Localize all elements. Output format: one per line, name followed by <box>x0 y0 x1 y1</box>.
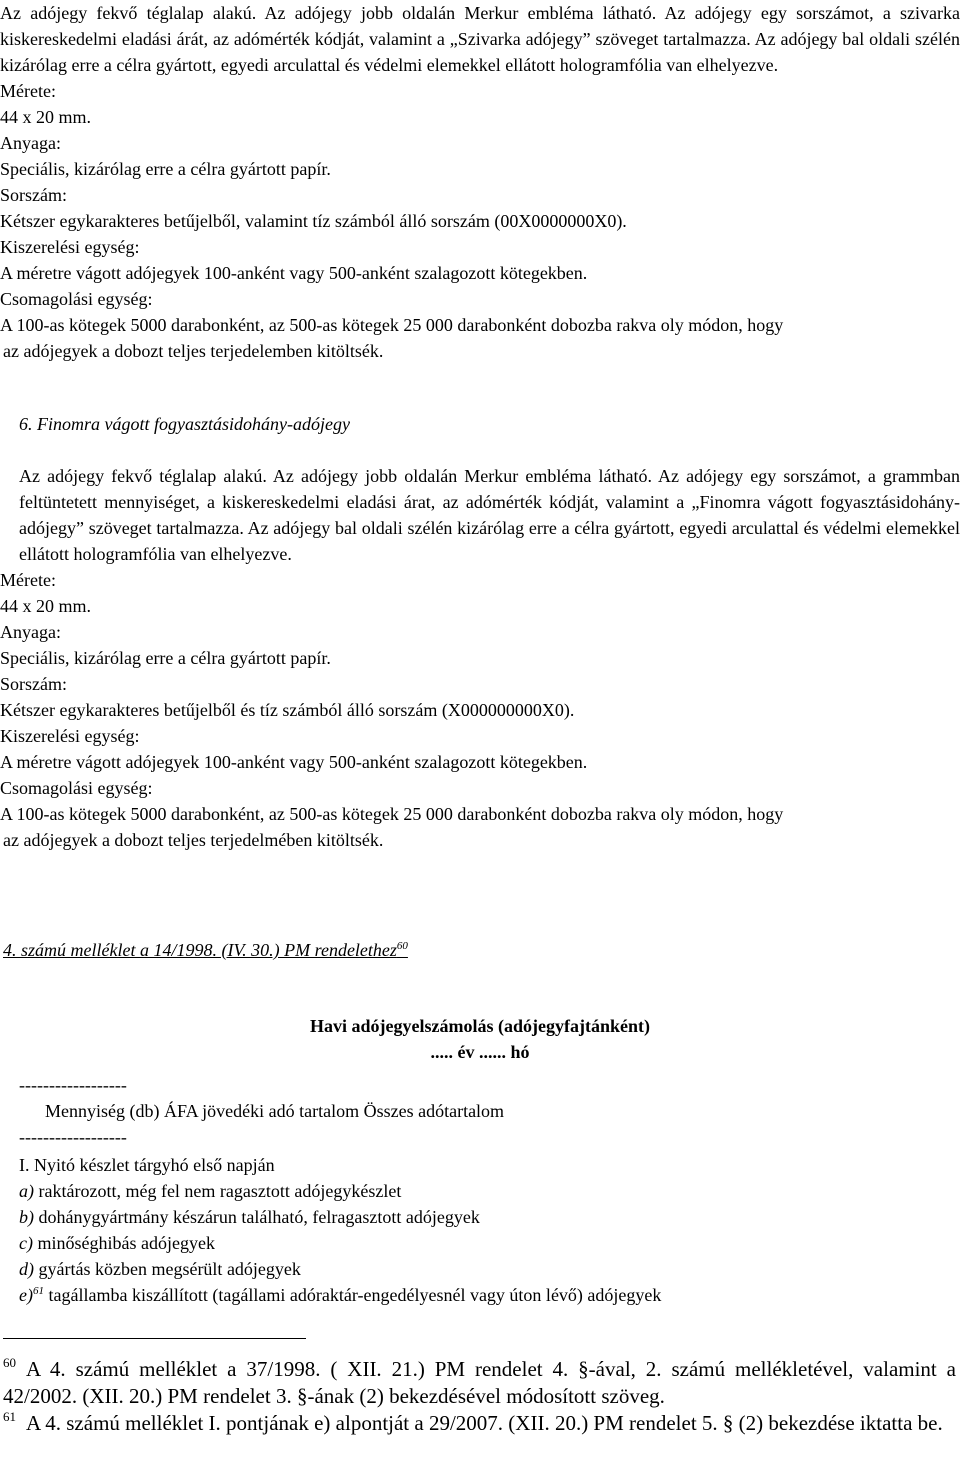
item-text: gyártás közben megsérült adójegyek <box>34 1259 301 1279</box>
footnote-ref[interactable]: 61 <box>32 1285 44 1297</box>
serial-value: Kétszer egykarakteres betűjelből, valamint tíz számból álló sorszám (00X0000000X0). <box>0 211 627 231</box>
form-title: Havi adójegyelszámolás (adójegyfajtánként) <box>310 1016 650 1036</box>
footnote <box>3 1410 956 1437</box>
section-heading: 6. Finomra vágott fogyasztásidohány-adójegy <box>19 414 350 434</box>
pack-value-cont: az adójegyek a dobozt teljes terjedelmében kitöltsék. <box>3 830 384 850</box>
separator-top: ------------------ <box>19 1075 127 1095</box>
pack-label: Csomagolási egység: <box>0 289 153 309</box>
section-tobacco-stamp <box>0 463 960 853</box>
list-item <box>19 1256 661 1282</box>
footnote-number: 61 <box>3 1409 16 1424</box>
unit-label: Kiszerelési egység: <box>0 237 140 257</box>
pack-label: Csomagolási egység: <box>0 778 153 798</box>
size-label: Mérete: <box>0 570 56 590</box>
separator-bottom: ------------------ <box>19 1127 127 1147</box>
footnote-text: A 4. számú melléklet I. pontjának e) alpontját a 29/2007. (XII. 20.) PM rendelet 5. § (2) bekezdése iktatta be. <box>26 1411 943 1435</box>
description-paragraph: Az adójegy fekvő téglalap alakú. Az adójegy jobb oldalán Merkur embléma látható. Az adójegy egy sorszámot, a szivarka kiskereskedelmi eladási árát, az adómérték kódját, valamint a „Szivarka adójegy” szöveget tartalmazza. Az adójegy bal oldali szélén kizárólag erre a célra gyártott, egyedi arculattal és védelmi elemekkel ellátott hologramfólia van elhelyezve. <box>0 3 960 75</box>
list-item <box>19 1282 661 1308</box>
pack-value: A 100-as kötegek 5000 darabonként, az 500-as kötegek 25 000 darabonként dobozba rakva oly módon, hogy <box>0 315 784 335</box>
item-text: dohánygyártmány készárun található, felragasztott adójegyek <box>34 1207 480 1227</box>
footnote <box>3 1356 956 1410</box>
item-text: minőséghibás adójegyek <box>32 1233 215 1253</box>
item-letter: d) <box>19 1259 34 1279</box>
item-letter: e) <box>19 1285 33 1305</box>
list-item <box>19 1204 661 1230</box>
unit-value: A méretre vágott adójegyek 100-anként vagy 500-anként szalagozott kötegekben. <box>0 752 588 772</box>
size-value: 44 x 20 mm. <box>0 107 92 127</box>
material-value: Speciális, kizárólag erre a célra gyártott papír. <box>0 159 331 179</box>
material-label: Anyaga: <box>0 133 61 153</box>
material-label: Anyaga: <box>0 622 61 642</box>
description-text: Az adójegy fekvő téglalap alakú. Az adójegy jobb oldalán Merkur embléma látható. Az adójegy egy sorszámot, a grammban feltüntetett mennyiséget, a kiskereskedelmi eladási árat, az adómérték kódját, valamint a „Finomra vágott fogyasztásidohány-adójegy” szöveget tartalmazza. Az adójegy bal oldali szélén kizárólag erre a célra gyártott, egyedi arculattal és védelmi elemekkel ellátott hologramfólia van elhelyezve. <box>19 466 960 564</box>
description-paragraph <box>19 463 960 567</box>
footnote-text: A 4. számú melléklet a 37/1998. ( XII. 21.) PM rendelet 4. §-ával, 2. számú mellékletével, valamint a 42/2002. (XII. 20.) PM rendelet 3. §-ának (2) bekezdésével módosított szöveg. <box>3 1357 956 1408</box>
material-value: Speciális, kizárólag erre a célra gyártott papír. <box>0 648 331 668</box>
serial-value: Kétszer egykarakteres betűjelből és tíz számból álló sorszám (X000000000X0). <box>0 700 575 720</box>
item-letter: a) <box>19 1181 34 1201</box>
item-text: tagállamba kiszállított (tagállami adóraktár-engedélyesnél vagy úton lévő) adójegyek <box>43 1285 662 1305</box>
form-column-headers: Mennyiség (db) ÁFA jövedéki adó tartalom Összes adótartalom <box>45 1101 505 1121</box>
annex-title-text: 4. számú melléklet a 14/1998. (IV. 30.) PM rendelethez <box>3 940 397 960</box>
footnote-divider <box>3 1338 306 1339</box>
opening-stock-list <box>19 1152 661 1308</box>
list-item <box>19 1178 661 1204</box>
list-item <box>19 1230 661 1256</box>
serial-label: Sorszám: <box>0 674 67 694</box>
footnote-ref[interactable]: 60 <box>396 940 408 952</box>
item-letter: b) <box>19 1207 34 1227</box>
section-cigarillo-stamp <box>0 0 960 364</box>
form-period: ..... év ...... hó <box>430 1042 530 1062</box>
size-value: 44 x 20 mm. <box>0 596 92 616</box>
item-letter: c) <box>19 1233 33 1253</box>
pack-value-cont: az adójegyek a dobozt teljes terjedelemben kitöltsék. <box>3 341 384 361</box>
annex-title <box>3 937 408 963</box>
unit-label: Kiszerelési egység: <box>0 726 140 746</box>
unit-value: A méretre vágott adójegyek 100-anként vagy 500-anként szalagozott kötegekben. <box>0 263 588 283</box>
pack-value: A 100-as kötegek 5000 darabonként, az 500-as kötegek 25 000 darabonként dobozba rakva oly módon, hogy <box>0 804 784 824</box>
serial-label: Sorszám: <box>0 185 67 205</box>
section-title: I. Nyitó készlet tárgyhó első napján <box>19 1155 275 1175</box>
footnote-number: 60 <box>3 1355 16 1370</box>
item-text: raktározott, még fel nem ragasztott adójegykészlet <box>34 1181 402 1201</box>
size-label: Mérete: <box>0 81 56 101</box>
